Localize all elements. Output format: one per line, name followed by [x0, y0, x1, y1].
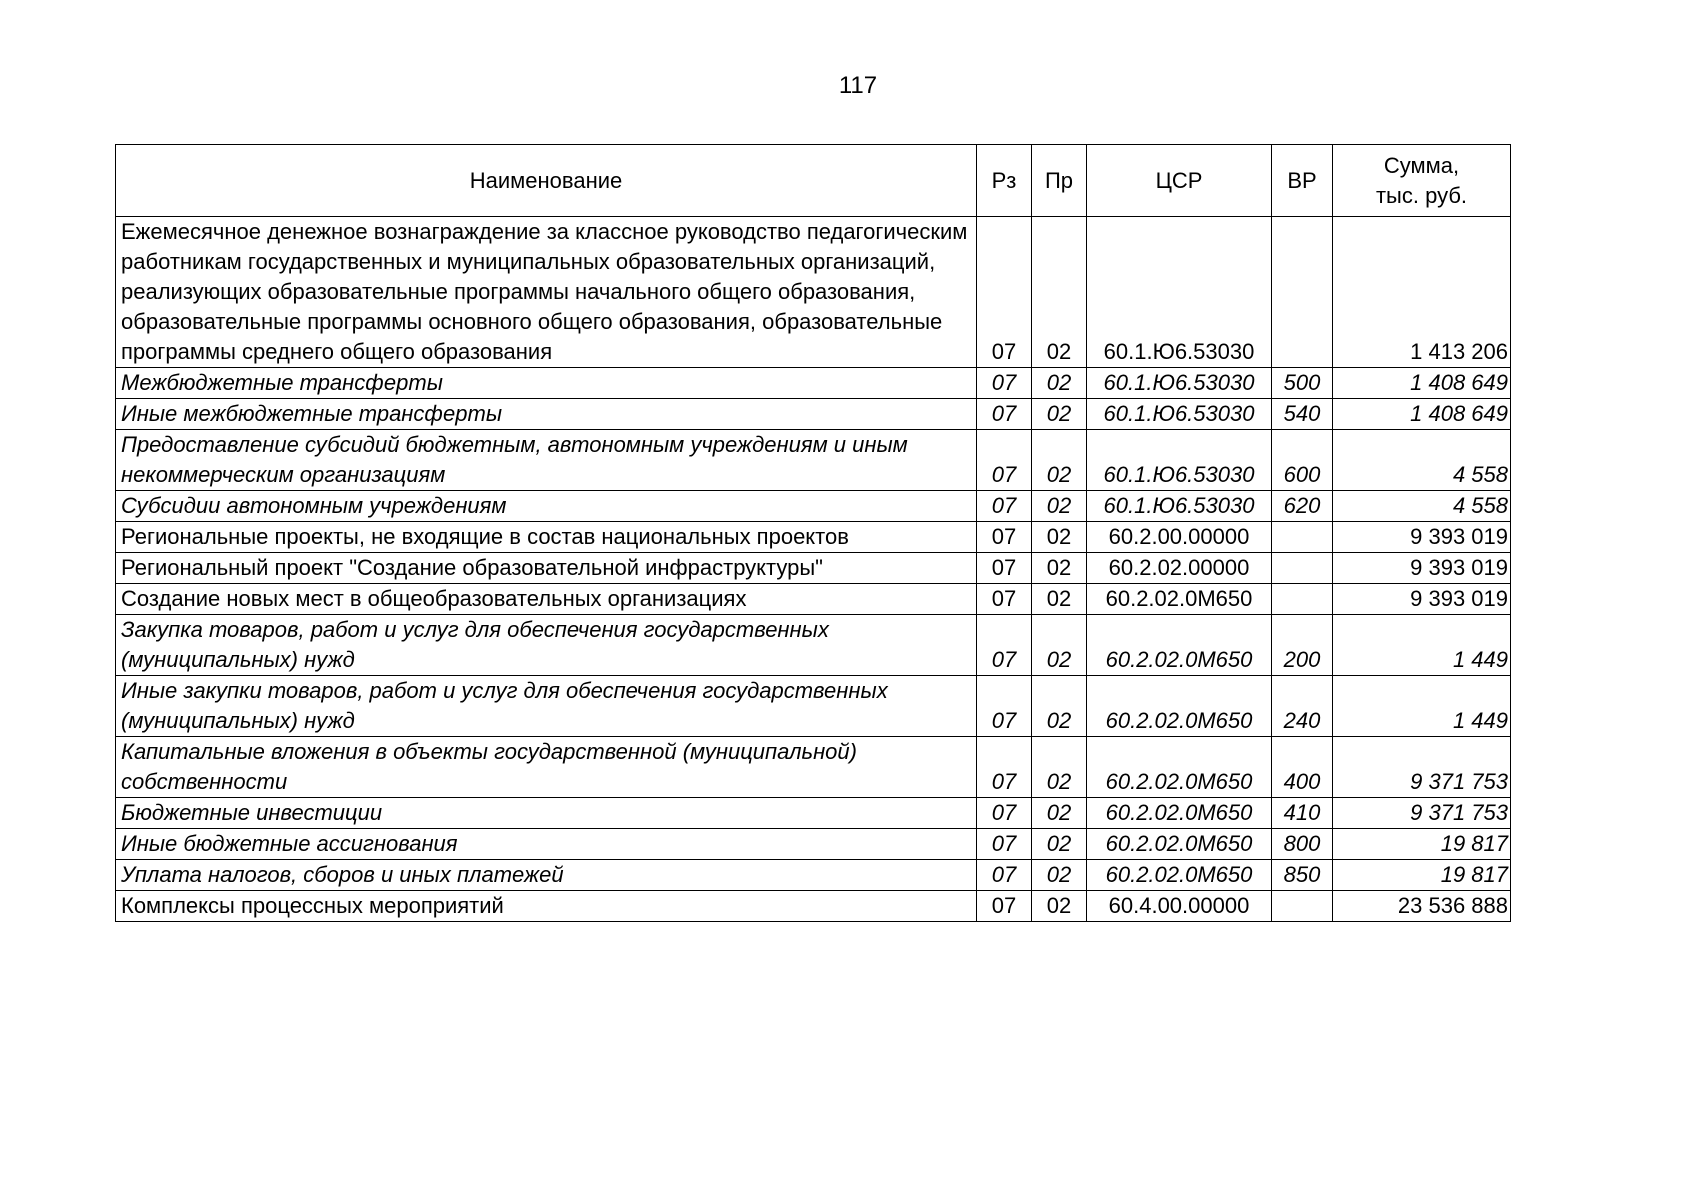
cell-rz: 07	[977, 891, 1032, 922]
header-csr: ЦСР	[1087, 145, 1272, 217]
cell-csr: 60.2.02.0М650	[1087, 615, 1272, 676]
cell-rz: 07	[977, 522, 1032, 553]
page-number: 117	[838, 72, 878, 99]
cell-rz: 07	[977, 491, 1032, 522]
cell-vr	[1272, 553, 1333, 584]
cell-sum: 1 413 206	[1333, 217, 1511, 368]
cell-name: Межбюджетные трансферты	[116, 368, 977, 399]
cell-name: Иные бюджетные ассигнования	[116, 829, 977, 860]
cell-sum: 1 408 649	[1333, 368, 1511, 399]
cell-sum: 1 408 649	[1333, 399, 1511, 430]
cell-csr: 60.1.Ю6.53030	[1087, 368, 1272, 399]
cell-vr: 410	[1272, 798, 1333, 829]
table-row	[116, 368, 1511, 399]
cell-vr: 400	[1272, 737, 1333, 798]
cell-pr: 02	[1032, 217, 1087, 368]
cell-name: Субсидии автономным учреждениям	[116, 491, 977, 522]
cell-sum: 9 393 019	[1333, 584, 1511, 615]
table-row	[116, 522, 1511, 553]
table-row	[116, 584, 1511, 615]
header-sum	[1333, 145, 1511, 217]
header-sum-line2: тыс. руб.	[1375, 182, 1468, 208]
cell-pr: 02	[1032, 615, 1087, 676]
cell-csr: 60.1.Ю6.53030	[1087, 491, 1272, 522]
cell-vr: 540	[1272, 399, 1333, 430]
cell-pr: 02	[1032, 737, 1087, 798]
header-vr: ВР	[1272, 145, 1333, 217]
table-row	[116, 676, 1511, 737]
cell-rz: 07	[977, 430, 1032, 491]
cell-csr: 60.2.00.00000	[1087, 522, 1272, 553]
cell-name: Бюджетные инвестиции	[116, 798, 977, 829]
cell-csr: 60.2.02.0М650	[1087, 676, 1272, 737]
cell-rz: 07	[977, 615, 1032, 676]
cell-rz: 07	[977, 368, 1032, 399]
cell-sum: 19 817	[1333, 860, 1511, 891]
cell-pr: 02	[1032, 522, 1087, 553]
table-header	[116, 145, 1511, 217]
cell-sum: 9 371 753	[1333, 737, 1511, 798]
cell-sum: 9 393 019	[1333, 522, 1511, 553]
cell-name: Капитальные вложения в объекты государственной (муниципальной) собственности	[116, 737, 977, 798]
cell-csr: 60.2.02.0М650	[1087, 737, 1272, 798]
cell-vr	[1272, 217, 1333, 368]
cell-pr: 02	[1032, 891, 1087, 922]
cell-csr: 60.1.Ю6.53030	[1087, 399, 1272, 430]
cell-name: Региональные проекты, не входящие в состав национальных проектов	[116, 522, 977, 553]
table-row	[116, 491, 1511, 522]
cell-sum: 9 393 019	[1333, 553, 1511, 584]
cell-vr	[1272, 891, 1333, 922]
cell-rz: 07	[977, 737, 1032, 798]
cell-pr: 02	[1032, 491, 1087, 522]
header-name: Наименование	[116, 145, 977, 217]
cell-csr: 60.2.02.0М650	[1087, 798, 1272, 829]
cell-name: Закупка товаров, работ и услуг для обеспечения государственных (муниципальных) нужд	[116, 615, 977, 676]
cell-vr: 620	[1272, 491, 1333, 522]
cell-vr: 240	[1272, 676, 1333, 737]
cell-pr: 02	[1032, 430, 1087, 491]
cell-vr: 500	[1272, 368, 1333, 399]
header-rz: Рз	[977, 145, 1032, 217]
budget-table	[115, 144, 1511, 922]
cell-rz: 07	[977, 676, 1032, 737]
cell-vr: 200	[1272, 615, 1333, 676]
cell-csr: 60.2.02.0М650	[1087, 860, 1272, 891]
cell-pr: 02	[1032, 368, 1087, 399]
cell-name: Региональный проект "Создание образовательной инфраструктуры"	[116, 553, 977, 584]
cell-pr: 02	[1032, 798, 1087, 829]
table-row	[116, 737, 1511, 798]
table-row	[116, 399, 1511, 430]
cell-vr: 600	[1272, 430, 1333, 491]
cell-pr: 02	[1032, 829, 1087, 860]
cell-name: Ежемесячное денежное вознаграждение за классное руководство педагогическим работникам государственных и муниципальных образовательных организаций, реализующих образовательные программы начального общего образования, образовательные программы основного общего образования, образовательные программы среднего общего образования	[116, 217, 977, 368]
cell-vr: 850	[1272, 860, 1333, 891]
table-row	[116, 615, 1511, 676]
cell-vr	[1272, 584, 1333, 615]
header-pr: Пр	[1032, 145, 1087, 217]
cell-name: Комплексы процессных мероприятий	[116, 891, 977, 922]
cell-rz: 07	[977, 860, 1032, 891]
cell-csr: 60.1.Ю6.53030	[1087, 430, 1272, 491]
cell-rz: 07	[977, 584, 1032, 615]
table-row	[116, 860, 1511, 891]
cell-name: Предоставление субсидий бюджетным, автономным учреждениям и иным некоммерческим организациям	[116, 430, 977, 491]
cell-pr: 02	[1032, 676, 1087, 737]
cell-vr: 800	[1272, 829, 1333, 860]
cell-sum: 23 536 888	[1333, 891, 1511, 922]
cell-pr: 02	[1032, 584, 1087, 615]
header-row	[116, 145, 1511, 217]
table-row	[116, 217, 1511, 368]
cell-sum: 1 449	[1333, 676, 1511, 737]
cell-pr: 02	[1032, 553, 1087, 584]
cell-csr: 60.1.Ю6.53030	[1087, 217, 1272, 368]
cell-rz: 07	[977, 553, 1032, 584]
cell-name: Создание новых мест в общеобразовательных организациях	[116, 584, 977, 615]
cell-csr: 60.4.00.00000	[1087, 891, 1272, 922]
cell-rz: 07	[977, 798, 1032, 829]
cell-csr: 60.2.02.0М650	[1087, 584, 1272, 615]
table-row	[116, 798, 1511, 829]
table-row	[116, 891, 1511, 922]
cell-name: Иные закупки товаров, работ и услуг для обеспечения государственных (муниципальных) нужд	[116, 676, 977, 737]
header-sum-line1: Сумма,	[1383, 152, 1460, 178]
cell-rz: 07	[977, 829, 1032, 860]
cell-sum: 4 558	[1333, 491, 1511, 522]
cell-pr: 02	[1032, 399, 1087, 430]
table-row	[116, 829, 1511, 860]
cell-vr	[1272, 522, 1333, 553]
table-row	[116, 430, 1511, 491]
cell-sum: 4 558	[1333, 430, 1511, 491]
cell-sum: 1 449	[1333, 615, 1511, 676]
cell-sum: 9 371 753	[1333, 798, 1511, 829]
cell-pr: 02	[1032, 860, 1087, 891]
cell-name: Уплата налогов, сборов и иных платежей	[116, 860, 977, 891]
table-row	[116, 553, 1511, 584]
cell-csr: 60.2.02.0М650	[1087, 829, 1272, 860]
cell-rz: 07	[977, 399, 1032, 430]
table-body	[116, 217, 1511, 922]
cell-csr: 60.2.02.00000	[1087, 553, 1272, 584]
cell-rz: 07	[977, 217, 1032, 368]
cell-sum: 19 817	[1333, 829, 1511, 860]
cell-name: Иные межбюджетные трансферты	[116, 399, 977, 430]
